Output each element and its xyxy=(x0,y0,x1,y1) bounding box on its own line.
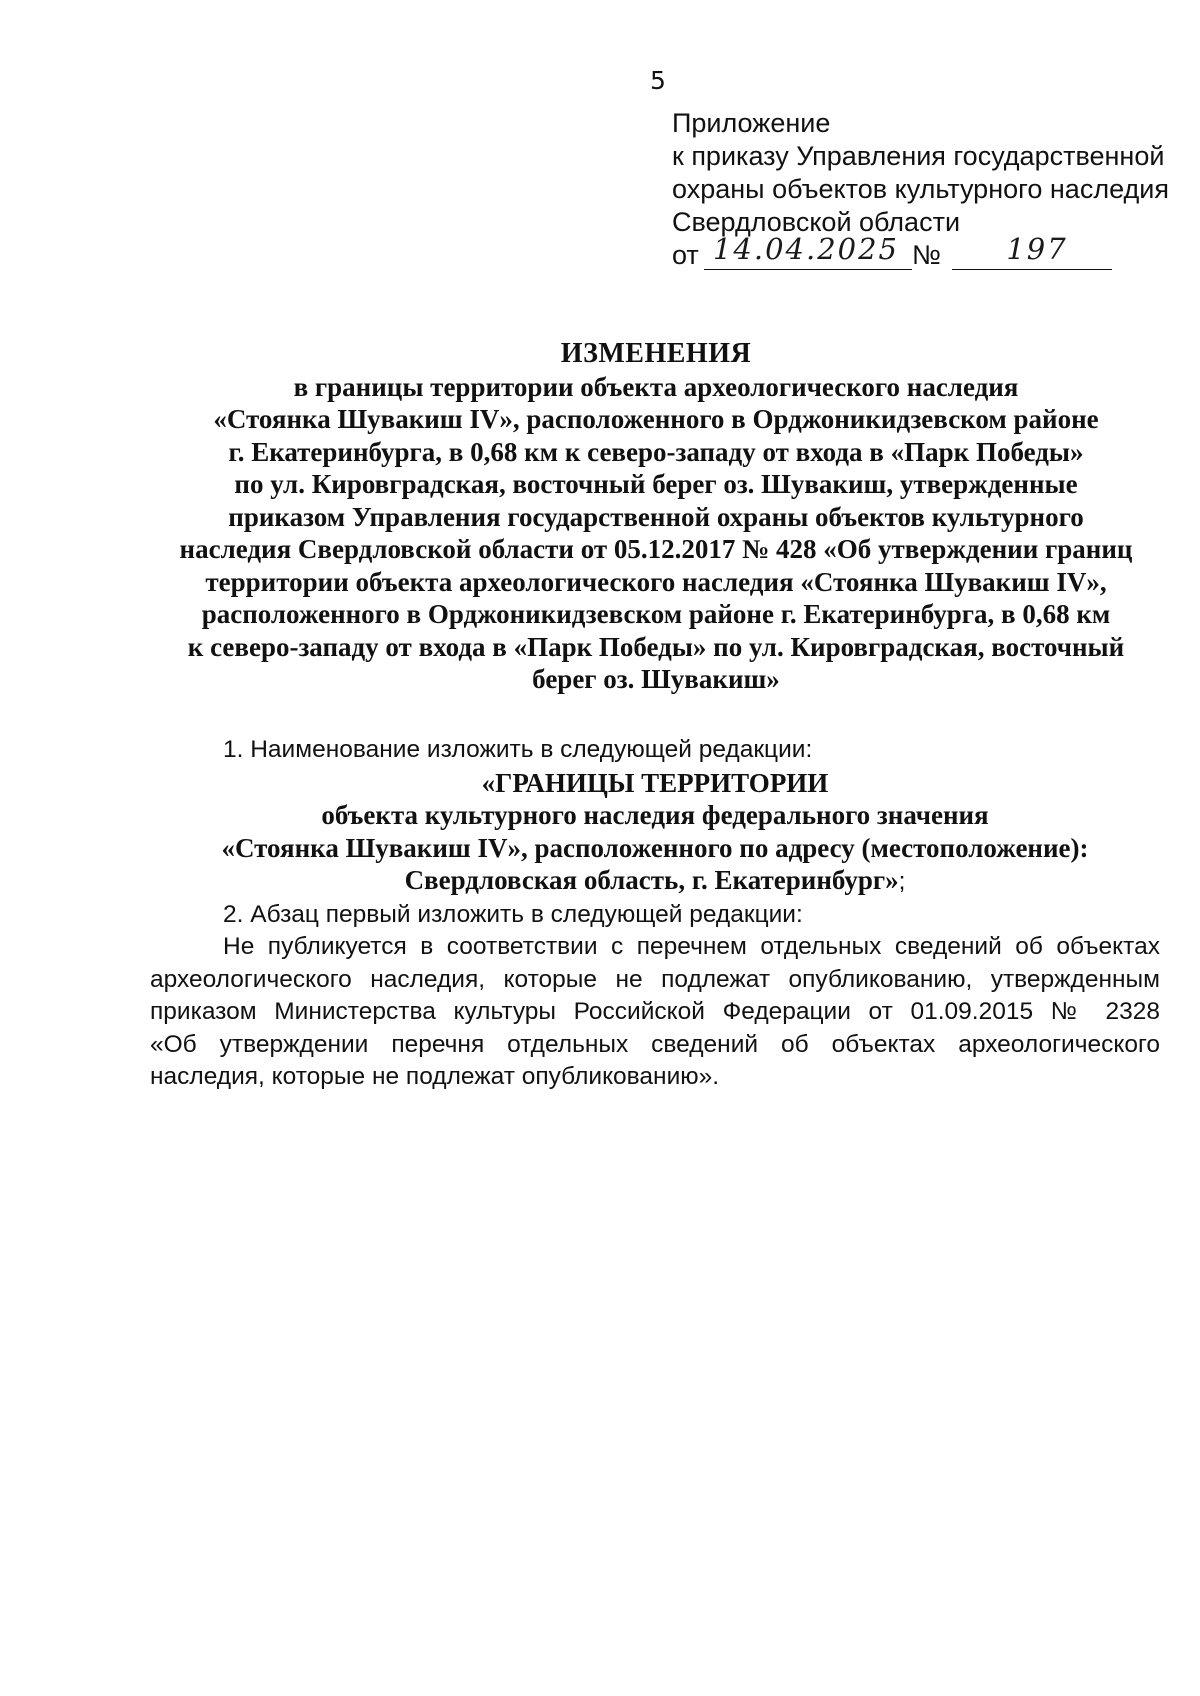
title-line: «Стоянка Шувакиш IV», расположенного в Орджоникидзевском районе xyxy=(213,404,1099,434)
paragraph-line: наследия, которые не подлежат опубликованию». xyxy=(150,1063,720,1090)
title-line: расположенного в Орджоникидзевском районе г. Екатеринбурга, в 0,68 км xyxy=(201,599,1111,629)
title-line: приказом Управления государственной охраны объектов культурного xyxy=(228,501,1084,532)
item-1: 1. Наименование изложить в следующей редакции: xyxy=(223,736,813,763)
new-name-line: «Стоянка Шувакиш IV», расположенного по адресу (местоположение): xyxy=(221,832,1089,863)
number-label: № xyxy=(912,240,941,270)
paragraph-line: «Об утверждении перечня отдельных сведений об объектах археологического xyxy=(150,1030,1160,1058)
number-underline xyxy=(952,269,1112,270)
paragraph-line: Не публикуется в соответствии с перечнем отдельных сведений об объектах xyxy=(223,933,1160,960)
title-line: к северо-западу от входа в «Парк Победы» по ул. Кировградская, восточный xyxy=(187,631,1125,662)
from-label: от xyxy=(672,240,699,270)
paragraph-line: археологического наследия, которые не подлежат опубликованию, утвержденным xyxy=(150,965,1160,993)
appendix-line: Свердловской области xyxy=(672,207,961,237)
paragraph-line: приказом Министерства культуры Российской Федерации от 01.09.2015 № 2328 xyxy=(150,998,1160,1025)
appendix-header xyxy=(672,107,1192,272)
page-number: 5 xyxy=(650,66,666,95)
order-date-number-line xyxy=(672,232,1192,272)
date-underline xyxy=(704,269,912,270)
appendix-line: Приложение xyxy=(672,108,831,138)
new-name-line: Свердловская область, г. Екатеринбург» xyxy=(404,865,899,895)
document-title xyxy=(140,338,1172,696)
appendix-line: охраны объектов культурного наследия xyxy=(672,174,1169,204)
new-name-last-line xyxy=(150,864,1160,899)
handwritten-date: 14.04.2025 xyxy=(712,232,900,266)
new-name-line: объекта культурного наследия федерального значения xyxy=(321,800,989,830)
title-line: в границы территории объекта археологического наследия xyxy=(293,371,1019,402)
new-name-tail: ; xyxy=(898,868,906,895)
appendix-line: к приказу Управления государственной xyxy=(672,141,1165,171)
title-line: по ул. Кировградская, восточный берег оз. Шувакиш, утвержденные xyxy=(234,469,1078,499)
title-heading: ИЗМЕНЕНИЯ xyxy=(560,338,752,369)
document-body xyxy=(150,734,1160,1094)
handwritten-number: 197 xyxy=(1006,232,1068,266)
title-line: г. Екатеринбурга, в 0,68 км к северо-западу от входа в «Парк Победы» xyxy=(228,436,1084,467)
title-line: наследия Свердловской области от 05.12.2017 № 428 «Об утверждении границ xyxy=(179,534,1133,564)
title-line: берег оз. Шувакиш» xyxy=(532,664,780,694)
new-name-line: «ГРАНИЦЫ ТЕРРИТОРИИ xyxy=(481,767,829,798)
title-line: территории объекта археологического наследия «Стоянка Шувакиш IV», xyxy=(205,566,1107,597)
item-2: 2. Абзац первый изложить в следующей редакции: xyxy=(223,900,803,928)
